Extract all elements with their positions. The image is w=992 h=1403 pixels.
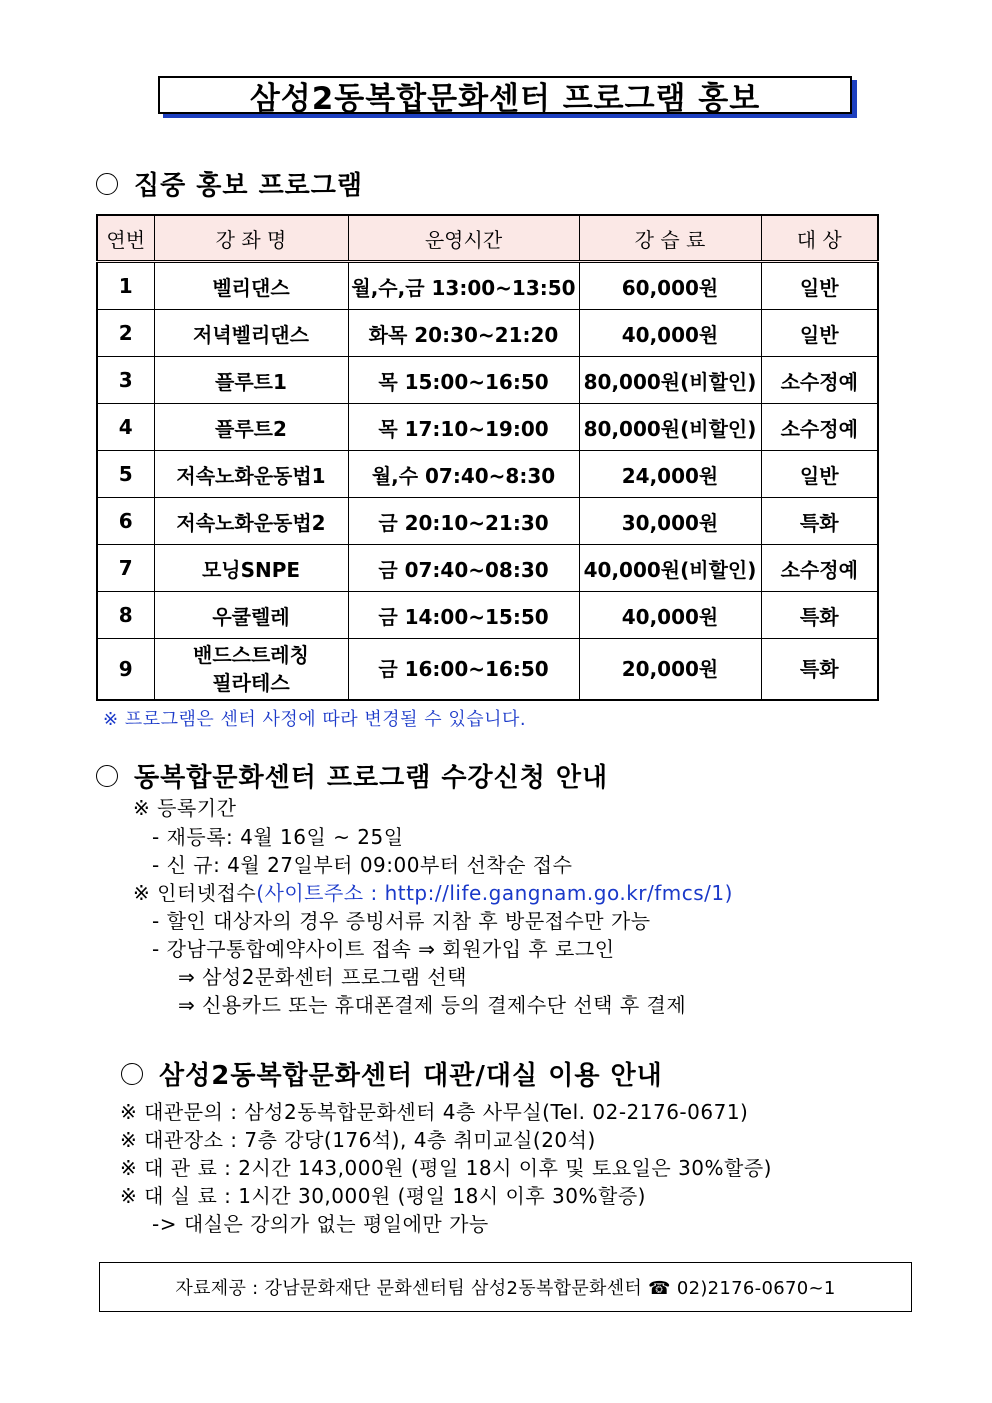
cell-name-line: 필라테스 xyxy=(212,671,290,695)
cell-target: 일반 xyxy=(761,451,878,498)
page-title: 삼성2동복합문화센터 프로그램 홍보 xyxy=(249,80,761,117)
cell-no: 6 xyxy=(97,498,154,545)
column-header: 강 좌 명 xyxy=(154,215,348,262)
cell-name: 저속노화운동법2 xyxy=(154,498,348,545)
rental-place-line: ※ 대관장소 : 7층 강당(176석), 4층 취미교실(20석) xyxy=(120,1128,596,1152)
room-note-line: -> 대실은 강의가 없는 평일에만 가능 xyxy=(152,1212,489,1236)
table-row xyxy=(97,545,878,592)
cell-fee: 24,000원 xyxy=(579,451,761,498)
column-header: 운영시간 xyxy=(348,215,579,262)
cell-no: 2 xyxy=(97,310,154,357)
page-title-box xyxy=(158,76,852,117)
table-header-row xyxy=(97,215,878,262)
cell-name: 우쿨렐레 xyxy=(154,592,348,639)
cell-name: 플루트2 xyxy=(154,404,348,451)
cell-target: 특화 xyxy=(761,498,878,545)
discount-line: - 할인 대상자의 경우 증빙서류 지참 후 방문접수만 가능 xyxy=(152,909,651,933)
circle-bullet-icon xyxy=(96,173,118,195)
cell-target: 일반 xyxy=(761,262,878,310)
internet-reg-label: ※ 인터넷접수 xyxy=(133,881,257,905)
footer-source-text: 자료제공 : 강남문화재단 문화센터팀 삼성2동복합문화센터 ☎ 02)2176-0670~1 xyxy=(175,1278,836,1299)
cell-name: 플루트1 xyxy=(154,357,348,404)
cell-fee: 40,000원 xyxy=(579,592,761,639)
rental-inquiry-line: ※ 대관문의 : 삼성2동복합문화센터 4층 사무실(Tel. 02-2176-0671) xyxy=(120,1100,749,1124)
access-line: - 강남구통합예약사이트 접속 ⇒ 회원가입 후 로그인 xyxy=(152,937,615,961)
cell-target: 소수정예 xyxy=(761,357,878,404)
cell-name: 저녁벨리댄스 xyxy=(154,310,348,357)
table-row xyxy=(97,357,878,404)
table-row xyxy=(97,262,878,310)
cell-time: 금 16:00~16:50 xyxy=(348,639,579,701)
cell-name: 벨리댄스 xyxy=(154,262,348,310)
cell-fee: 40,000원(비할인) xyxy=(579,545,761,592)
table-row xyxy=(97,404,878,451)
reg-period-label: ※ 등록기간 xyxy=(133,796,237,820)
cell-no: 7 xyxy=(97,545,154,592)
cell-target: 특화 xyxy=(761,592,878,639)
cell-time: 화목 20:30~21:20 xyxy=(348,310,579,357)
cell-fee: 20,000원 xyxy=(579,639,761,701)
cell-time: 금 07:40~08:30 xyxy=(348,545,579,592)
program-change-note: ※ 프로그램은 센터 사정에 따라 변경될 수 있습니다. xyxy=(103,709,527,730)
cell-target: 소수정예 xyxy=(761,545,878,592)
section-heading-rental: 삼성2동복합문화센터 대관/대실 이용 안내 xyxy=(121,1055,663,1092)
new-reg-line: - 신 규: 4월 27일부터 09:00부터 선착순 접수 xyxy=(152,853,573,877)
cell-no: 1 xyxy=(97,262,154,310)
footer-source-box xyxy=(99,1262,912,1312)
cell-name: 모닝SNPE xyxy=(154,545,348,592)
cell-no: 4 xyxy=(97,404,154,451)
column-header: 강 습 료 xyxy=(579,215,761,262)
cell-time: 금 20:10~21:30 xyxy=(348,498,579,545)
table-row xyxy=(97,639,878,701)
table-row xyxy=(97,310,878,357)
cell-time: 월,수 07:40~8:30 xyxy=(348,451,579,498)
cell-time: 목 17:10~19:00 xyxy=(348,404,579,451)
cell-target: 특화 xyxy=(761,639,878,701)
room-fee-line: ※ 대 실 료 : 1시간 30,000원 (평일 18시 이후 30%할증) xyxy=(120,1184,646,1208)
cell-no: 9 xyxy=(97,639,154,701)
step-select-line: ⇒ 삼성2문화센터 프로그램 선택 xyxy=(178,965,467,989)
cell-target: 일반 xyxy=(761,310,878,357)
cell-no: 8 xyxy=(97,592,154,639)
cell-fee: 80,000원(비할인) xyxy=(579,404,761,451)
program-table xyxy=(96,214,879,701)
cell-name: 저속노화운동법1 xyxy=(154,451,348,498)
cell-fee: 30,000원 xyxy=(579,498,761,545)
circle-bullet-icon xyxy=(96,765,118,787)
table-row xyxy=(97,451,878,498)
column-header: 대 상 xyxy=(761,215,878,262)
hall-fee-line: ※ 대 관 료 : 2시간 143,000원 (평일 18시 이후 및 토요일은 30%할증) xyxy=(120,1156,772,1180)
internet-reg-line xyxy=(133,877,733,906)
cell-name-line: 밴드스트레칭 xyxy=(193,643,309,667)
cell-time: 월,수,금 13:00~13:50 xyxy=(348,262,579,310)
cell-fee: 40,000원 xyxy=(579,310,761,357)
column-header: 연번 xyxy=(97,215,154,262)
site-url-link[interactable]: (사이트주소 : http://life.gangnam.go.kr/fmcs/1) xyxy=(256,881,733,905)
section-heading-registration: 동복합문화센터 프로그램 수강신청 안내 xyxy=(96,757,608,794)
rereg-line: - 재등록: 4월 16일 ~ 25일 xyxy=(152,825,404,849)
circle-bullet-icon xyxy=(121,1063,143,1085)
cell-time: 금 14:00~15:50 xyxy=(348,592,579,639)
cell-no: 5 xyxy=(97,451,154,498)
cell-time: 목 15:00~16:50 xyxy=(348,357,579,404)
table-row xyxy=(97,498,878,545)
step-pay-line: ⇒ 신용카드 또는 휴대폰결제 등의 결제수단 선택 후 결제 xyxy=(178,993,687,1017)
cell-fee: 60,000원 xyxy=(579,262,761,310)
table-row xyxy=(97,592,878,639)
cell-target: 소수정예 xyxy=(761,404,878,451)
section-heading-featured: 집중 홍보 프로그램 xyxy=(96,165,363,202)
cell-name xyxy=(154,639,348,701)
cell-no: 3 xyxy=(97,357,154,404)
cell-fee: 80,000원(비할인) xyxy=(579,357,761,404)
